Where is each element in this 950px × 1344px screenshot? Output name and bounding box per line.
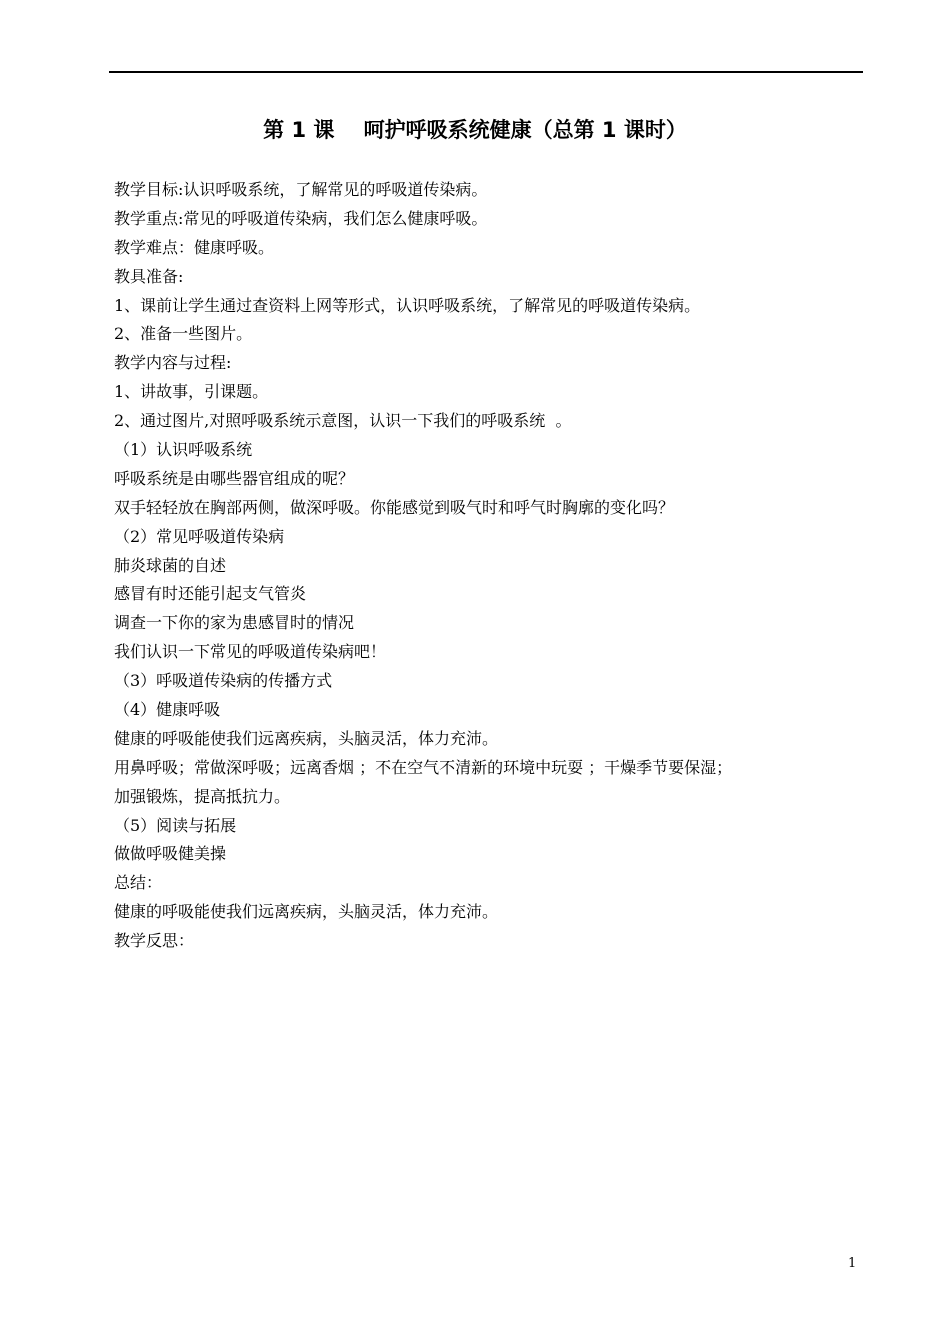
paragraph: 双手轻轻放在胸部两侧，做深呼吸。你能感觉到吸气时和呼气时胸廓的变化吗？ — [114, 497, 675, 517]
teaching-difficulty: 教学难点：健康呼吸。 — [114, 237, 275, 257]
paragraph: 调查一下你的家为患感冒时的情况 — [114, 613, 355, 633]
teaching-aids-item: 1、课前让学生通过查资料上网等形式，认识呼吸系统，了解常见的呼吸道传染病。 — [114, 295, 701, 315]
paragraph: 我们认识一下常见的呼吸道传染病吧！ — [114, 642, 387, 662]
teaching-goal: 教学目标:认识呼吸系统，了解常见的呼吸道传染病。 — [114, 180, 488, 199]
teaching-aids-item: 2、准备一些图片。 — [114, 324, 253, 344]
section-heading: （2）常见呼吸道传染病 — [114, 526, 285, 546]
paragraph: 肺炎球菌的自述 — [114, 555, 227, 575]
summary-heading: 总结： — [114, 873, 163, 893]
section-heading: （1）认识呼吸系统 — [114, 440, 253, 460]
process-step: 2、通过图片,对照呼吸系统示意图，认识一下我们的呼吸系统 。 — [114, 411, 572, 431]
lesson-title: 第 1 课 呵护呼吸系统健康（总第 1 课时） — [263, 118, 687, 142]
teaching-focus: 教学重点:常见的呼吸道传染病，我们怎么健康呼吸。 — [114, 208, 488, 228]
paragraph: 做做呼吸健美操 — [114, 844, 227, 864]
paragraph: 加强锻炼，提高抵抗力。 — [114, 786, 291, 806]
lesson-body — [114, 176, 864, 956]
section-heading: （5）阅读与拓展 — [114, 815, 237, 835]
header-rule — [109, 71, 863, 73]
teaching-aids-heading: 教具准备: — [114, 266, 184, 286]
paragraph: 健康的呼吸能使我们远离疾病，头脑灵活，体力充沛。 — [114, 728, 499, 748]
page-number: 1 — [848, 1256, 857, 1271]
reflection-heading: 教学反思： — [114, 931, 195, 951]
process-step: 1、讲故事，引课题。 — [114, 382, 269, 402]
paragraph: 感冒有时还能引起支气管炎 — [114, 584, 307, 604]
summary-text: 健康的呼吸能使我们远离疾病，头脑灵活，体力充沛。 — [114, 902, 499, 922]
process-heading: 教学内容与过程: — [114, 353, 232, 373]
section-heading: （3）呼吸道传染病的传播方式 — [114, 671, 333, 691]
paragraph: 呼吸系统是由哪些器官组成的呢？ — [114, 468, 355, 488]
section-heading: （4）健康呼吸 — [114, 700, 221, 720]
paragraph: 用鼻呼吸；常做深呼吸；远离香烟 ；不在空气不清新的环境中玩耍 ；干燥季节要保湿； — [114, 757, 733, 777]
